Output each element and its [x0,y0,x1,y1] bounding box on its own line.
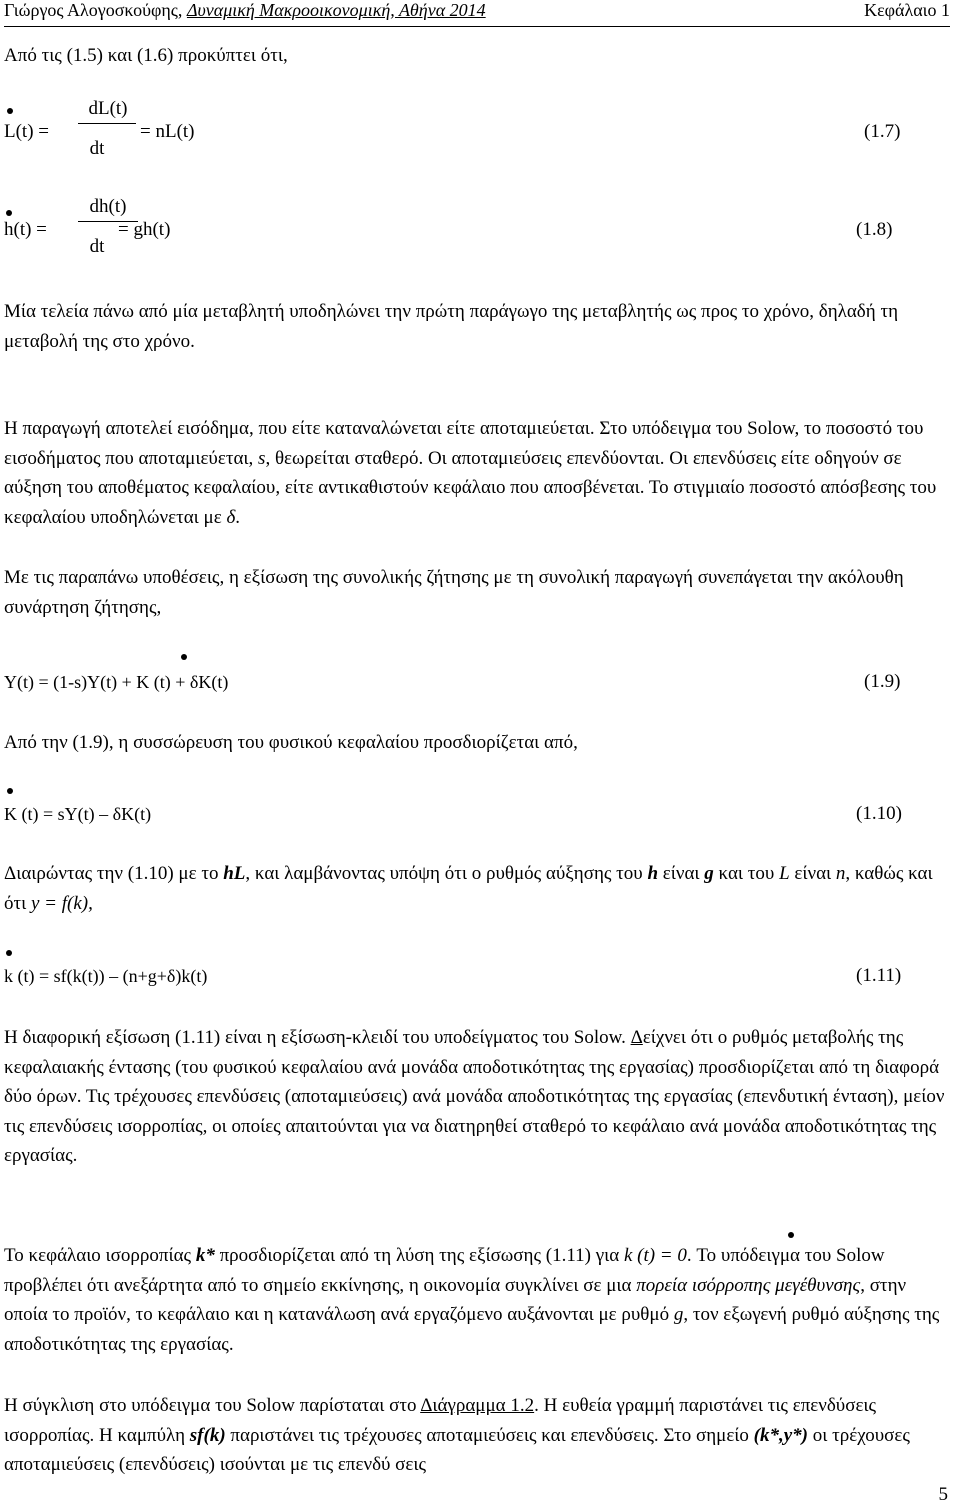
header-title: Δυναμική Μακροοικονομική, Αθήνα 2014 [186,0,486,20]
text-run: , καθώς και ότι [4,863,933,914]
text-run: οι τρέχουσες αποταμιεύσεις (επενδύσεις) ισούνται με τις επενδύ σεις [4,1424,910,1476]
paragraph-convergence [4,1391,954,1480]
eq10-formula: K (t) = sY(t) – δK(t) [4,804,152,824]
paragraph-production [4,414,954,532]
eq11-number: (1.11) [856,965,902,986]
header-left [4,0,486,21]
eq8-denominator: dt [89,236,105,257]
time-derivative-dot-icon [7,788,13,794]
eq9-number: (1.9) [864,671,901,692]
symbol-h: h [647,863,659,884]
eq8-rhs: = gh(t) [118,219,171,240]
text-run: . Η ευθεία γραμμή παριστάνει τις επενδύσεις ισορροπίας. Η καμπύλη [4,1395,877,1446]
symbol-n: n [835,863,846,884]
eq7-lhs: L(t) = [4,121,50,142]
term-balanced-growth-path: πορεία ισόρροπης μεγέθυνσης [636,1274,861,1296]
text-run: είχνει ότι ο ρυθμός μεταβολής της κεφαλαιακής έντασης (του φυσικού κεφαλαίου ανά μονάδα αποδοτικότητας της εργασίας) προσδιορίζεται από τη διαφορά δύο όρων. Τις τρέχουσες επενδύσεις (αποταμιεύσεις) ανά μονάδα αποδοτικότητας της εργασίας (επενδυτική ένταση), μείον τις επενδύσεις ισορροπίας, οι οποίες απαιτούνται για να διατηρηθεί σταθερό το κεφάλαιο ανά μονάδα αποδοτικότητας της εργασίας. [4,1027,945,1167]
formula-k-dot-zero: k (t) = 0 [623,1245,687,1266]
text-run: είναι [658,863,705,884]
eq11-formula: k (t) = sf(k(t)) – (n+g+δ)k(t) [4,966,208,986]
eq8-number: (1.8) [856,219,893,240]
eq7-fraction-bar [78,123,136,124]
page-number: 5 [938,1484,948,1505]
text-run: προσδιορίζεται από τη λύση της εξίσωσης (1.11) για [214,1245,624,1266]
symbol-L: L [779,863,790,884]
text-run: . [235,506,241,528]
eq9-formula: Y(t) = (1-s)Y(t) + K (t) + δK(t) [4,672,229,692]
time-derivative-dot-icon [6,950,12,956]
formula-sf-k: sf(k) [189,1424,226,1446]
eq8-numerator: dh(t) [89,196,127,217]
intro-text: Από τις (1.5) και (1.6) προκύπτει ότι, [4,45,288,66]
text-run: , τον εξωγενή ρυθμό αύξησης της αποδοτικότητας της εργασίας. [4,1304,940,1355]
paragraph-equilibrium [4,1241,954,1359]
symbol-delta: δ [226,506,236,528]
eq10-number: (1.10) [856,803,902,824]
eq7-numerator: dL(t) [88,98,128,119]
paragraph-assumptions: Με τις παραπάνω υποθέσεις, η εξίσωση της συνολικής ζήτησης με τη συνολική παραγωγή συνεπάγεται την ακόλουθη συνάρτηση ζήτησης, [4,567,904,618]
text-run: και του [713,863,780,884]
symbol-s: s [258,447,266,469]
text-run: , στην οποία το προϊόν, το κεφάλαιο και η κατανάλωση ανά εργαζόμενο αυξάνονται με ρυθμό [4,1274,907,1326]
eq7-denominator: dt [89,138,105,159]
header-chapter: Κεφάλαιο 1 [864,0,950,20]
paragraph-dividing [4,859,954,918]
symbol-hl: hL [223,863,246,884]
text-run: είναι [789,863,836,884]
paragraph-key-equation [4,1023,954,1171]
formula-k-star-y-star: (k*,y*) [753,1424,809,1446]
text-run-underlined: Δ [630,1027,643,1048]
text-run: , και λαμβάνοντας υπόψη ότι ο ρυθμός αύξησης του [245,863,648,884]
eq7-number: (1.7) [864,121,901,142]
text-run: , θεωρείται σταθερό. Οι αποταμιεύσεις επενδύονται. Οι επενδύσεις είτε οδηγούν σε αύξηση του αποθέματος κεφαλαίου, είτε αντικαθιστούν κεφάλαιο που αποσβένεται. Το στιγμιαίο ποσοστό απόσβεσης του κεφαλαίου υποδηλώνεται με [4,447,937,528]
time-derivative-dot-icon [7,108,13,114]
symbol-g: g [673,1304,684,1326]
text-run: Η διαφορική εξίσωση (1.11) είναι η εξίσωση-κλειδί του υποδείγματος του Solow. [4,1027,631,1048]
eq8-lhs: h(t) = [4,219,47,240]
text-run: Η παραγωγή αποτελεί εισόδημα, που είτε καταναλώνεται είτε αποταμιεύεται. Στο υπόδειγμα του Solow, το ποσοστό του εισοδήματος που αποταμιεύεται, [4,418,924,469]
diagram-reference: Διάγραμμα 1.2 [420,1395,535,1416]
time-derivative-dot-icon [6,210,12,216]
paragraph-from-eq9: Από την (1.9), η συσσώρευση του φυσικού κεφαλαίου προσδιορίζεται από, [4,732,578,753]
time-derivative-dot-icon [788,1232,794,1238]
time-derivative-dot-icon [181,654,187,660]
symbol-k-star: k* [195,1245,215,1266]
text-run: Διαιρώντας την (1.10) με το [4,863,224,884]
text-run: παριστάνει τις τρέχουσες αποταμιεύσεις και επενδύσεις. Στο σημείο [225,1424,754,1446]
text-run: . Το υπόδειγμα του Solow προβλέπει ότι ανεξάρτητα από το σημείο εκκίνησης, η οικονομία συγκλίνει σε μια [4,1245,885,1296]
text-run: Το κεφάλαιο ισορροπίας [4,1245,196,1266]
eq7-rhs: = nL(t) [140,121,195,142]
text-run: Η σύγκλιση στο υπόδειγμα του Solow παρίσταται στο [4,1395,421,1416]
page-header [4,0,950,27]
symbol-g: g [704,863,714,884]
header-author: Γιώργος Αλογοσκούφης, [4,0,183,20]
paragraph-dot-notation: Μία τελεία πάνω από μία μεταβλητή υποδηλώνει την πρώτη παράγωγο της μεταβλητής ως προς το χρόνο, δηλαδή τη μεταβολή της στο χρόνο. [4,301,899,352]
formula-y-f-k: y = f(k), [31,892,93,914]
